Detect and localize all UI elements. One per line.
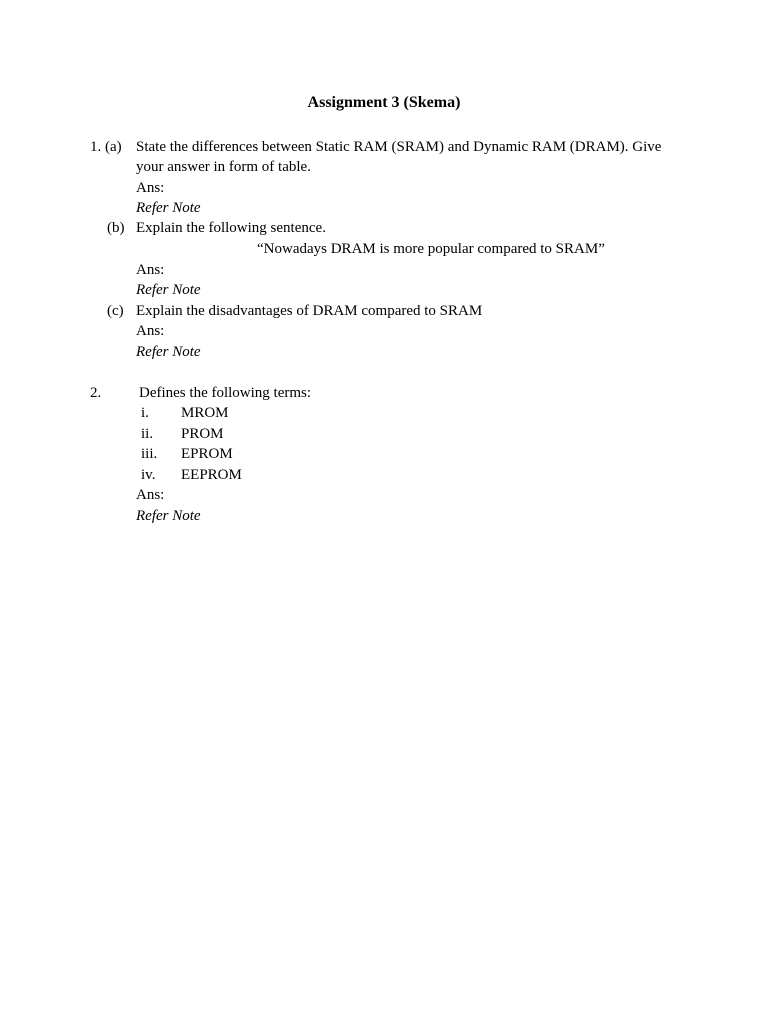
question-1c-answer: Refer Note — [136, 344, 201, 360]
term-numeral: iv. — [141, 467, 156, 483]
term-numeral: ii. — [141, 426, 154, 442]
question-1b-label: (b) — [107, 220, 125, 236]
question-1-number: 1. — [90, 139, 102, 155]
page-title: Assignment 3 (Skema) — [307, 94, 461, 111]
term-name: EPROM — [181, 446, 233, 462]
question-1a-text-line1: State the differences between Static RAM (SRAM) and Dynamic RAM (DRAM). Give — [136, 139, 662, 155]
question-1a-ans-label: Ans: — [136, 180, 165, 196]
question-1c-text: Explain the disadvantages of DRAM compared to SRAM — [136, 303, 483, 319]
question-2-number: 2. — [90, 385, 102, 401]
question-1a-label: (a) — [105, 139, 122, 155]
question-1b-quote: “Nowadays DRAM is more popular compared to SRAM” — [257, 241, 605, 257]
question-1b-ans-label: Ans: — [136, 262, 165, 278]
term-name: MROM — [181, 405, 229, 421]
term-numeral: i. — [141, 405, 149, 421]
question-1c-ans-label: Ans: — [136, 323, 165, 339]
question-1b-answer: Refer Note — [136, 282, 201, 298]
term-name: PROM — [181, 426, 224, 442]
question-2-text: Defines the following terms: — [139, 385, 312, 401]
question-1a-answer: Refer Note — [136, 200, 201, 216]
term-numeral: iii. — [141, 446, 158, 462]
question-1a-text-line2: your answer in form of table. — [136, 159, 311, 175]
question-1b-text: Explain the following sentence. — [136, 220, 326, 236]
question-1c-label: (c) — [107, 303, 124, 319]
question-2-ans-label: Ans: — [136, 487, 165, 503]
term-name: EEPROM — [181, 467, 242, 483]
question-2-answer: Refer Note — [136, 508, 201, 524]
